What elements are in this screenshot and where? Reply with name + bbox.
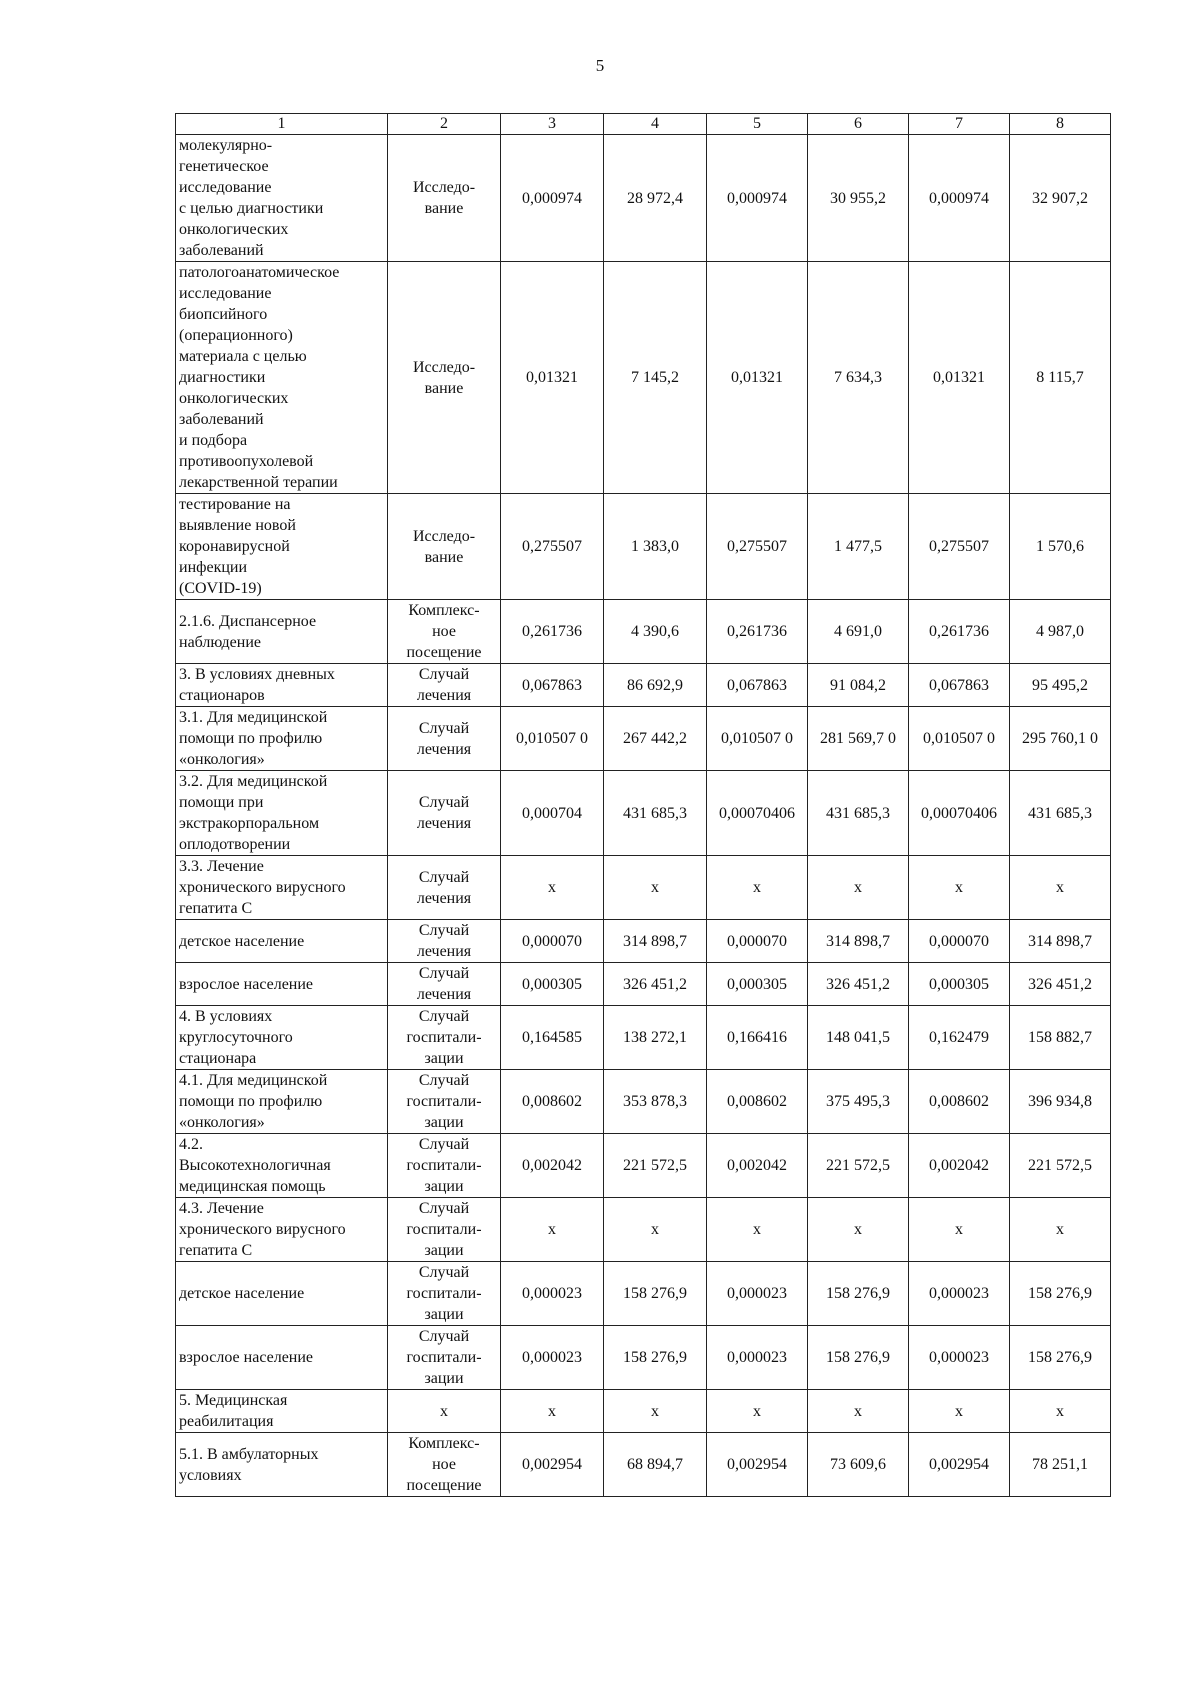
value-cell: 314 898,7	[808, 920, 909, 963]
row-name-cell: 3. В условиях дневных стационаров	[176, 664, 388, 707]
value-cell: 0,000974	[909, 135, 1010, 262]
value-cell: 0,000023	[501, 1262, 604, 1326]
value-cell: 396 934,8	[1010, 1070, 1111, 1134]
row-name-cell: 3.1. Для медицинской помощи по профилю «онкология»	[176, 707, 388, 771]
table-row	[176, 771, 1111, 856]
data-table	[175, 113, 1111, 1497]
row-name-cell: детское население	[176, 920, 388, 963]
unit-cell: Случай госпитали- зации	[388, 1134, 501, 1198]
value-cell: х	[501, 1198, 604, 1262]
unit-cell: Комплекс- ное посещение	[388, 600, 501, 664]
table-row	[176, 920, 1111, 963]
value-cell: 0,000070	[909, 920, 1010, 963]
value-cell: 353 878,3	[604, 1070, 707, 1134]
value-cell: 8 115,7	[1010, 262, 1111, 494]
value-cell: 68 894,7	[604, 1433, 707, 1497]
value-cell: 0,261736	[909, 600, 1010, 664]
table-row	[176, 1006, 1111, 1070]
value-cell: 314 898,7	[1010, 920, 1111, 963]
column-number: 4	[604, 114, 707, 135]
value-cell: 221 572,5	[808, 1134, 909, 1198]
value-cell: 158 276,9	[808, 1262, 909, 1326]
value-cell: 138 272,1	[604, 1006, 707, 1070]
value-cell: 0,166416	[707, 1006, 808, 1070]
value-cell: 0,000023	[909, 1262, 1010, 1326]
value-cell: 4 691,0	[808, 600, 909, 664]
value-cell: х	[604, 1198, 707, 1262]
row-name-cell: молекулярно- генетическое исследование с целью диагностики онкологических заболеваний	[176, 135, 388, 262]
column-number-row	[176, 114, 1111, 135]
value-cell: 91 084,2	[808, 664, 909, 707]
value-cell: х	[808, 856, 909, 920]
value-cell: 0,000974	[501, 135, 604, 262]
table-body	[176, 135, 1111, 1497]
value-cell: 78 251,1	[1010, 1433, 1111, 1497]
value-cell: 1 383,0	[604, 494, 707, 600]
table-row	[176, 1134, 1111, 1198]
value-cell: 0,002042	[707, 1134, 808, 1198]
value-cell: х	[1010, 1390, 1111, 1433]
value-cell: х	[909, 1198, 1010, 1262]
value-cell: 0,261736	[707, 600, 808, 664]
value-cell: 0,01321	[707, 262, 808, 494]
value-cell: 0,010507 0	[909, 707, 1010, 771]
row-name-cell: 4.3. Лечение хронического вирусного гепатита С	[176, 1198, 388, 1262]
value-cell: 0,00070406	[909, 771, 1010, 856]
value-cell: 86 692,9	[604, 664, 707, 707]
column-number: 2	[388, 114, 501, 135]
value-cell: 0,010507 0	[501, 707, 604, 771]
value-cell: х	[707, 1198, 808, 1262]
value-cell: х	[909, 856, 1010, 920]
table-row	[176, 1433, 1111, 1497]
table-row	[176, 1070, 1111, 1134]
unit-cell: Случай лечения	[388, 856, 501, 920]
value-cell: 148 041,5	[808, 1006, 909, 1070]
row-name-cell: тестирование на выявление новой коронавирусной инфекции (COVID-19)	[176, 494, 388, 600]
value-cell: х	[707, 1390, 808, 1433]
value-cell: 431 685,3	[1010, 771, 1111, 856]
value-cell: 0,008602	[909, 1070, 1010, 1134]
value-cell: х	[501, 1390, 604, 1433]
value-cell: 0,164585	[501, 1006, 604, 1070]
value-cell: 0,002954	[707, 1433, 808, 1497]
value-cell: 95 495,2	[1010, 664, 1111, 707]
row-name-cell: взрослое население	[176, 1326, 388, 1390]
value-cell: 1 477,5	[808, 494, 909, 600]
value-cell: 314 898,7	[604, 920, 707, 963]
table-row	[176, 664, 1111, 707]
unit-cell: Случай госпитали- зации	[388, 1198, 501, 1262]
column-number: 3	[501, 114, 604, 135]
unit-cell: Исследо- вание	[388, 135, 501, 262]
value-cell: 281 569,7 0	[808, 707, 909, 771]
row-name-cell: 3.2. Для медицинской помощи при экстракорпоральном оплодотворении	[176, 771, 388, 856]
column-number: 5	[707, 114, 808, 135]
value-cell: 0,01321	[501, 262, 604, 494]
unit-cell: Случай лечения	[388, 771, 501, 856]
row-name-cell: 4.2. Высокотехнологичная медицинская помощь	[176, 1134, 388, 1198]
unit-cell: Комплекс- ное посещение	[388, 1433, 501, 1497]
value-cell: 0,000974	[707, 135, 808, 262]
unit-cell: Случай госпитали- зации	[388, 1070, 501, 1134]
value-cell: 0,275507	[501, 494, 604, 600]
value-cell: 0,261736	[501, 600, 604, 664]
value-cell: 158 276,9	[808, 1326, 909, 1390]
row-name-cell: взрослое население	[176, 963, 388, 1006]
column-number: 8	[1010, 114, 1111, 135]
value-cell: 0,000704	[501, 771, 604, 856]
value-cell: 0,000070	[707, 920, 808, 963]
value-cell: 0,067863	[909, 664, 1010, 707]
value-cell: 0,067863	[707, 664, 808, 707]
value-cell: 0,008602	[501, 1070, 604, 1134]
value-cell: 73 609,6	[808, 1433, 909, 1497]
value-cell: х	[604, 1390, 707, 1433]
table-row	[176, 963, 1111, 1006]
value-cell: 7 634,3	[808, 262, 909, 494]
value-cell: 295 760,1 0	[1010, 707, 1111, 771]
row-name-cell: 3.3. Лечение хронического вирусного гепатита С	[176, 856, 388, 920]
unit-cell: х	[388, 1390, 501, 1433]
value-cell: 0,01321	[909, 262, 1010, 494]
value-cell: 0,002954	[501, 1433, 604, 1497]
row-name-cell: детское население	[176, 1262, 388, 1326]
row-name-cell: 5. Медицинская реабилитация	[176, 1390, 388, 1433]
unit-cell: Случай госпитали- зации	[388, 1326, 501, 1390]
value-cell: 158 276,9	[604, 1326, 707, 1390]
value-cell: 0,00070406	[707, 771, 808, 856]
value-cell: 0,010507 0	[707, 707, 808, 771]
table-row	[176, 1198, 1111, 1262]
value-cell: 0,002042	[501, 1134, 604, 1198]
value-cell: 158 276,9	[604, 1262, 707, 1326]
unit-cell: Случай лечения	[388, 707, 501, 771]
row-name-cell: патологоанатомическое исследование биопсийного (операционного) материала с целью диагностики онкологических заболеваний и подбора противоопухолевой лекарственной терапии	[176, 262, 388, 494]
table-row	[176, 1326, 1111, 1390]
value-cell: 267 442,2	[604, 707, 707, 771]
value-cell: х	[1010, 1198, 1111, 1262]
value-cell: 30 955,2	[808, 135, 909, 262]
value-cell: 221 572,5	[1010, 1134, 1111, 1198]
table-row	[176, 600, 1111, 664]
value-cell: 7 145,2	[604, 262, 707, 494]
page-number: 5	[595, 56, 605, 75]
value-cell: 0,002042	[909, 1134, 1010, 1198]
column-number: 7	[909, 114, 1010, 135]
value-cell: 4 390,6	[604, 600, 707, 664]
value-cell: х	[909, 1390, 1010, 1433]
value-cell: 326 451,2	[1010, 963, 1111, 1006]
value-cell: 158 276,9	[1010, 1326, 1111, 1390]
value-cell: 0,275507	[909, 494, 1010, 600]
unit-cell: Случай лечения	[388, 664, 501, 707]
value-cell: 4 987,0	[1010, 600, 1111, 664]
table-row	[176, 494, 1111, 600]
value-cell: 0,002954	[909, 1433, 1010, 1497]
value-cell: 0,000023	[707, 1262, 808, 1326]
table-row	[176, 135, 1111, 262]
unit-cell: Исследо- вание	[388, 494, 501, 600]
table-row	[176, 262, 1111, 494]
value-cell: х	[1010, 856, 1111, 920]
value-cell: 0,000023	[707, 1326, 808, 1390]
value-cell: х	[808, 1198, 909, 1262]
table-row	[176, 1262, 1111, 1326]
value-cell: 1 570,6	[1010, 494, 1111, 600]
value-cell: 0,000070	[501, 920, 604, 963]
value-cell: 158 882,7	[1010, 1006, 1111, 1070]
unit-cell: Случай лечения	[388, 963, 501, 1006]
value-cell: х	[604, 856, 707, 920]
row-name-cell: 2.1.6. Диспансерное наблюдение	[176, 600, 388, 664]
unit-cell: Случай госпитали- зации	[388, 1006, 501, 1070]
value-cell: 0,000305	[501, 963, 604, 1006]
value-cell: 0,162479	[909, 1006, 1010, 1070]
value-cell: х	[501, 856, 604, 920]
column-number: 1	[176, 114, 388, 135]
value-cell: 0,067863	[501, 664, 604, 707]
unit-cell: Случай лечения	[388, 920, 501, 963]
table-row	[176, 1390, 1111, 1433]
unit-cell: Случай госпитали- зации	[388, 1262, 501, 1326]
row-name-cell: 4. В условиях круглосуточного стационара	[176, 1006, 388, 1070]
value-cell: 375 495,3	[808, 1070, 909, 1134]
value-cell: 221 572,5	[604, 1134, 707, 1198]
value-cell: 158 276,9	[1010, 1262, 1111, 1326]
unit-cell: Исследо- вание	[388, 262, 501, 494]
value-cell: 32 907,2	[1010, 135, 1111, 262]
value-cell: 326 451,2	[808, 963, 909, 1006]
value-cell: 0,000023	[501, 1326, 604, 1390]
value-cell: 0,008602	[707, 1070, 808, 1134]
value-cell: 431 685,3	[808, 771, 909, 856]
value-cell: 28 972,4	[604, 135, 707, 262]
value-cell: 0,000023	[909, 1326, 1010, 1390]
table-row	[176, 707, 1111, 771]
value-cell: 326 451,2	[604, 963, 707, 1006]
value-cell: 0,275507	[707, 494, 808, 600]
value-cell: х	[808, 1390, 909, 1433]
value-cell: х	[707, 856, 808, 920]
row-name-cell: 4.1. Для медицинской помощи по профилю «онкология»	[176, 1070, 388, 1134]
column-number: 6	[808, 114, 909, 135]
value-cell: 0,000305	[909, 963, 1010, 1006]
value-cell: 0,000305	[707, 963, 808, 1006]
value-cell: 431 685,3	[604, 771, 707, 856]
row-name-cell: 5.1. В амбулаторных условиях	[176, 1433, 388, 1497]
table-row	[176, 856, 1111, 920]
